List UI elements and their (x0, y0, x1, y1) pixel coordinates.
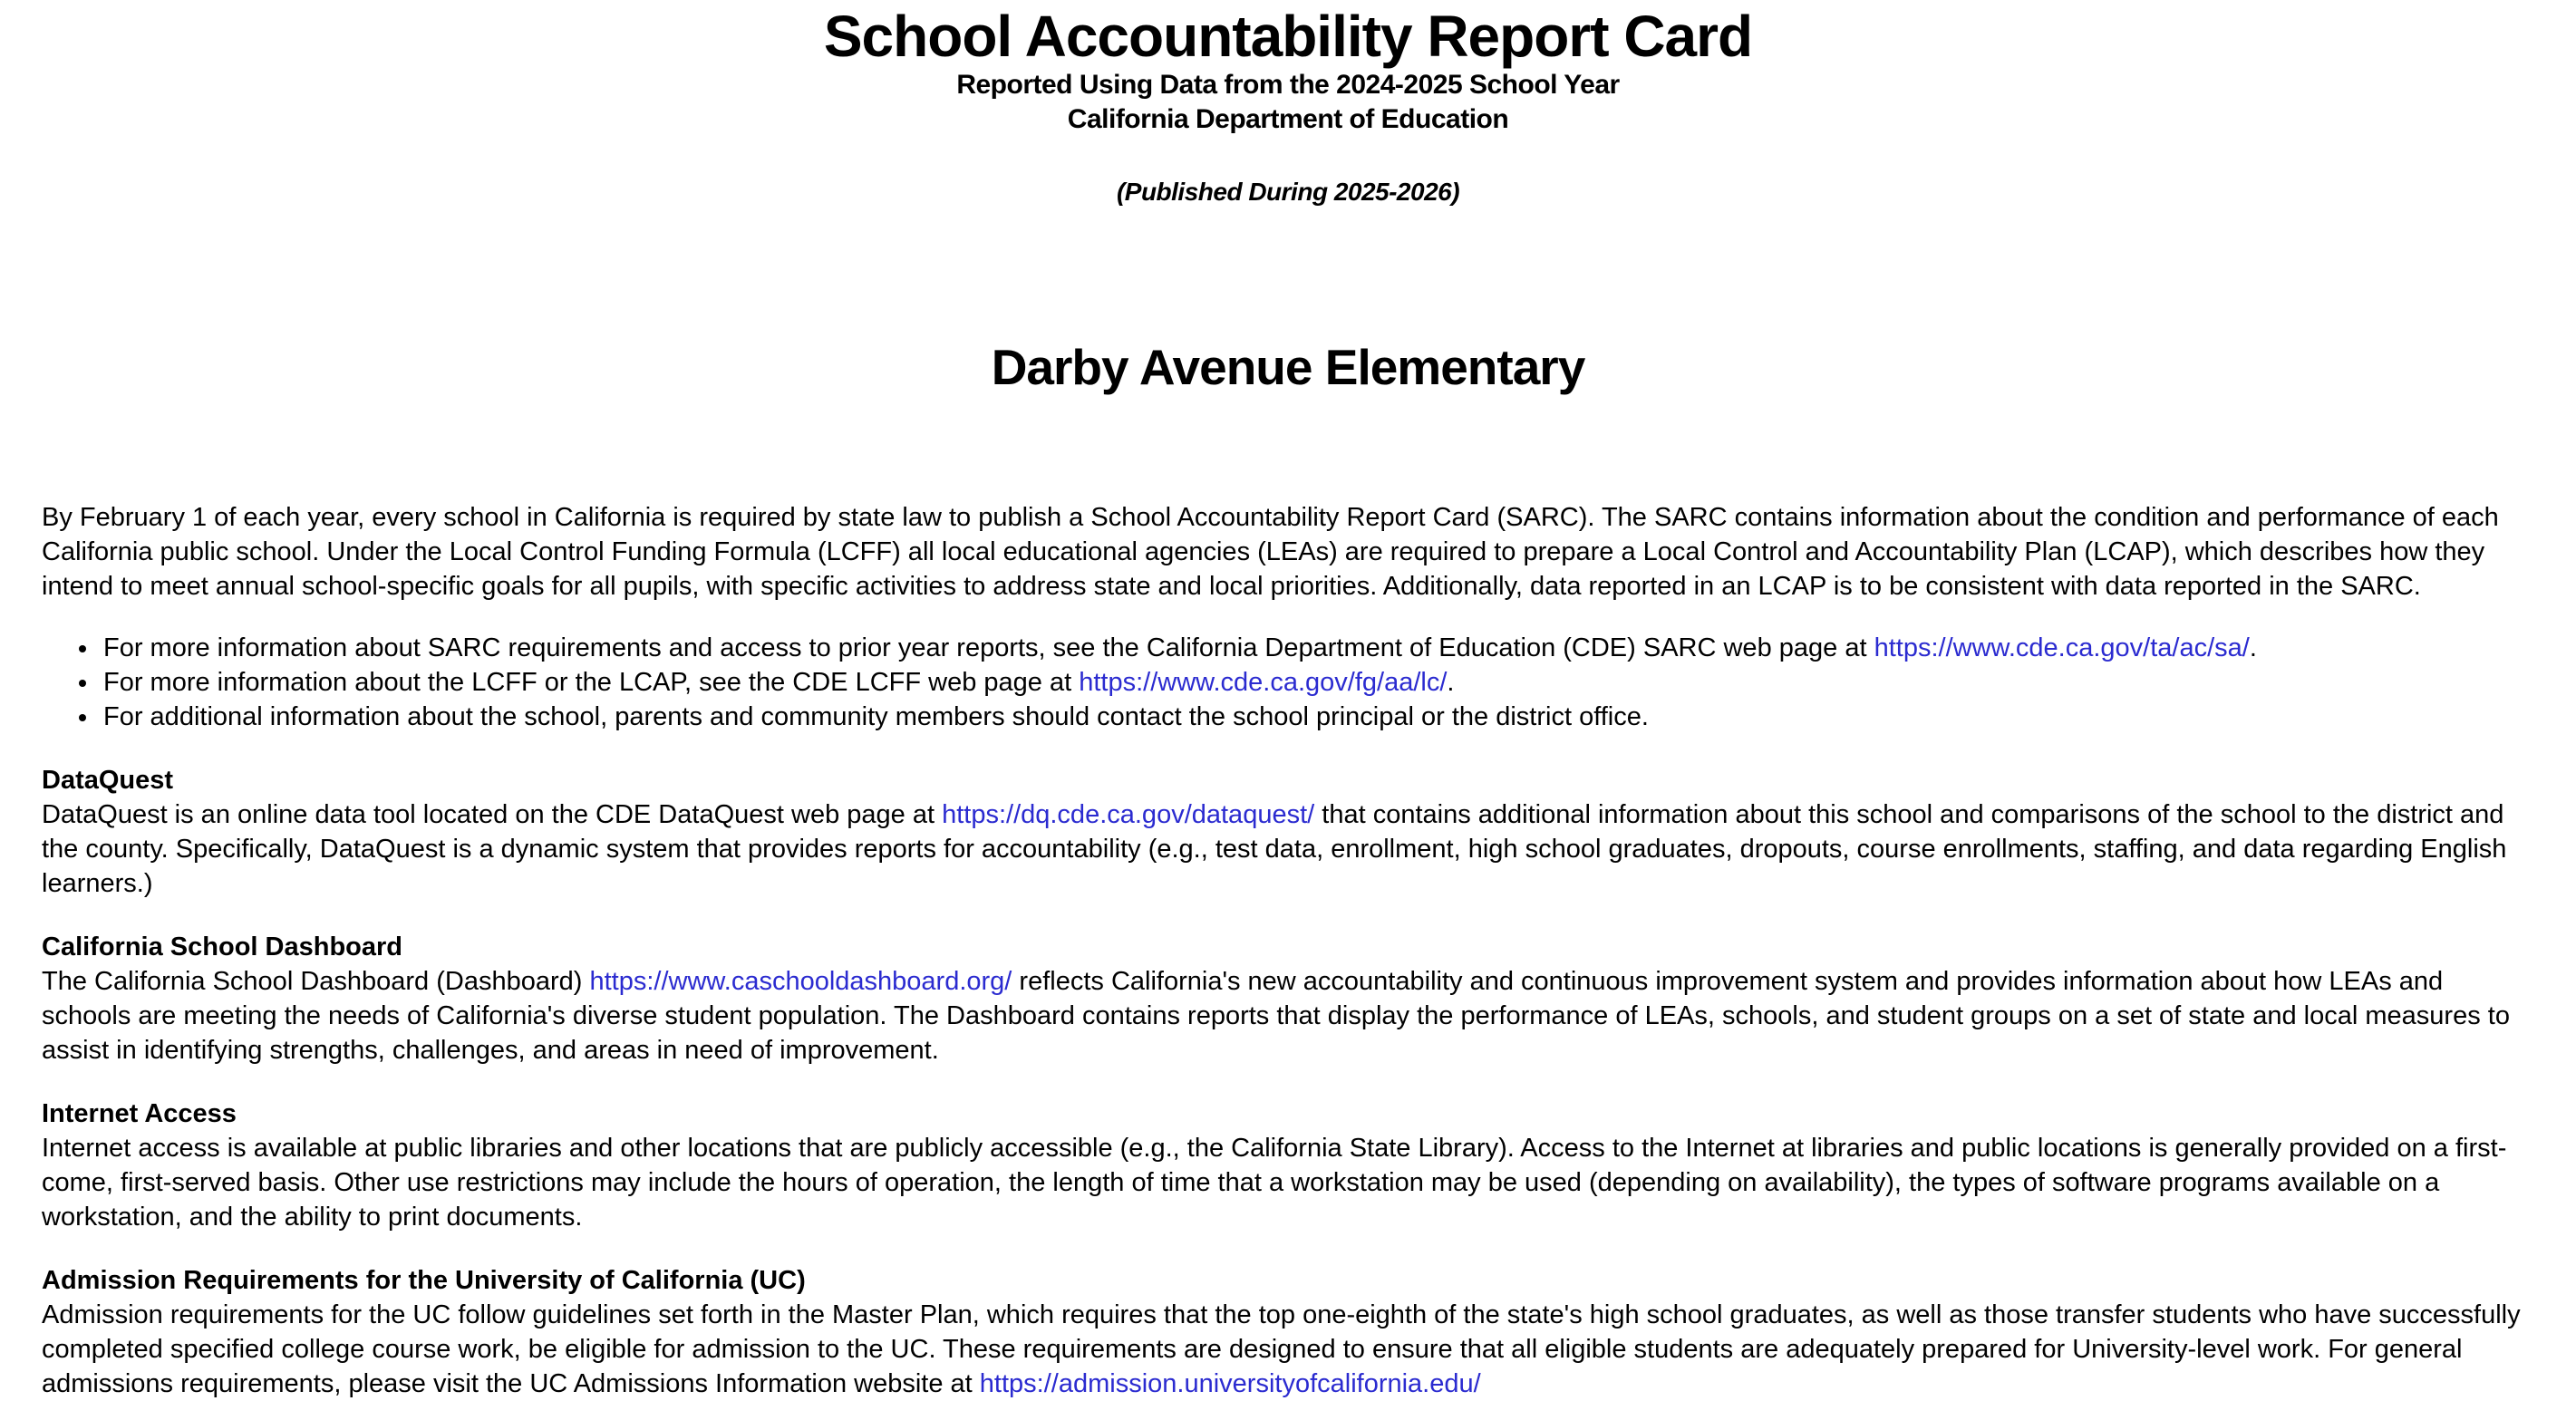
bullet-text: For more information about SARC requirements and access to prior year reports, see the California Department of Education (CDE) SARC web page at (103, 633, 1874, 663)
section-paragraph (42, 797, 2534, 901)
bullet-text: . (1447, 668, 1455, 698)
section-text: Internet access is available at public libraries and other locations that are publicly accessible (e.g., the California State Library). Access to the Internet at libraries and public locations is generally provided on a first-come, first-served basis. Other use restrictions may include the hours of operation, the length of time that a workstation may be used (depending on availability), the types of software programs available on a workstation, and the ability to print documents. (42, 1134, 2507, 1232)
section-text: The California School Dashboard (Dashboard) (42, 967, 590, 997)
section-heading: Admission Requirements for the University of California (UC) (42, 1266, 806, 1296)
published-line: (Published During 2025-2026) (1116, 178, 1460, 207)
section-paragraph (42, 964, 2534, 1068)
report-header (0, 0, 2576, 396)
sarc-web-page-link[interactable]: https://www.cde.ca.gov/ta/ac/sa/ (1874, 633, 2250, 663)
bullet-text: For more information about the LCFF or the LCAP, see the CDE LCFF web page at (103, 668, 1080, 698)
report-subtitle-year: Reported Using Data from the 2024-2025 School Year (956, 70, 1620, 101)
section-text: that contains additional information about this school and comparisons of the school to the district and the county. Specifically, DataQuest is a dynamic system that provides reports for accountability (e.g., test data, enrollment, high school graduates, dropouts, course enrollments, staffing, and data regarding English learners.) (42, 800, 2507, 899)
list-item (100, 631, 2534, 665)
section-paragraph (42, 1298, 2534, 1401)
intro-paragraph: By February 1 of each year, every school in California is required by state law to publish a School Accountability Report Card (SARC). The SARC contains information about the condition and performance of each California public school. Under the Local Control Funding Formula (LCFF) all local educational agencies (LEAs) are required to prepare a Local Control and Accountability Plan (LCAP), which describes how they intend to meet annual school-specific goals for all pupils, with specific activities to address state and local priorities. Additionally, data reported in an LCAP is to be consistent with data reported in the SARC. (42, 503, 2499, 602)
report-body (0, 500, 2576, 1401)
section-heading: California School Dashboard (42, 932, 402, 962)
section-heading: Internet Access (42, 1099, 237, 1129)
section-text: reflects California's new accountability and continuous improvement system and provides information about how LEAs and schools are meeting the needs of California's diverse student population. The Dashboard contains reports that display the performance of LEAs, schools, and student groups on a set of state and local measures to assist in identifying strengths, challenges, and areas in need of improvement. (42, 967, 2510, 1066)
section-uc-admission (42, 1263, 2534, 1401)
intro-bullet-list (42, 631, 2534, 734)
dataquest-link[interactable]: https://dq.cde.ca.gov/dataquest/ (942, 800, 1315, 830)
section-paragraph (42, 1131, 2534, 1234)
bullet-text: . (2249, 633, 2257, 663)
section-dataquest (42, 763, 2534, 901)
uc-admission-link[interactable]: https://admission.universityofcalifornia.edu/ (979, 1369, 1481, 1399)
page-title: School Accountability Report Card (823, 4, 1753, 69)
section-internet-access (42, 1097, 2534, 1234)
bullet-text: For additional information about the school, parents and community members should contact the school principal or the district office. (103, 702, 1649, 732)
section-text: Admission requirements for the UC follow guidelines set forth in the Master Plan, which requires that the top one-eighth of the state's high school graduates, as well as those transfer students who have successfully completed specified college course work, be eligible for admission to the UC. These requirements are designed to ensure that all eligible students are adequately prepared for University-level work. For general admissions requirements, please visit the UC Admissions Information website at (42, 1300, 2521, 1399)
list-item (100, 700, 2534, 734)
lcff-web-page-link[interactable]: https://www.cde.ca.gov/fg/aa/lc/ (1079, 668, 1448, 698)
school-name: Darby Avenue Elementary (991, 339, 1585, 396)
section-text: DataQuest is an online data tool located on the CDE DataQuest web page at (42, 800, 943, 830)
list-item (100, 665, 2534, 700)
report-subtitle-cde: California Department of Education (1067, 104, 1509, 135)
section-heading: DataQuest (42, 766, 174, 796)
section-dashboard (42, 930, 2534, 1068)
dashboard-link[interactable]: https://www.caschooldashboard.org/ (589, 967, 1012, 997)
